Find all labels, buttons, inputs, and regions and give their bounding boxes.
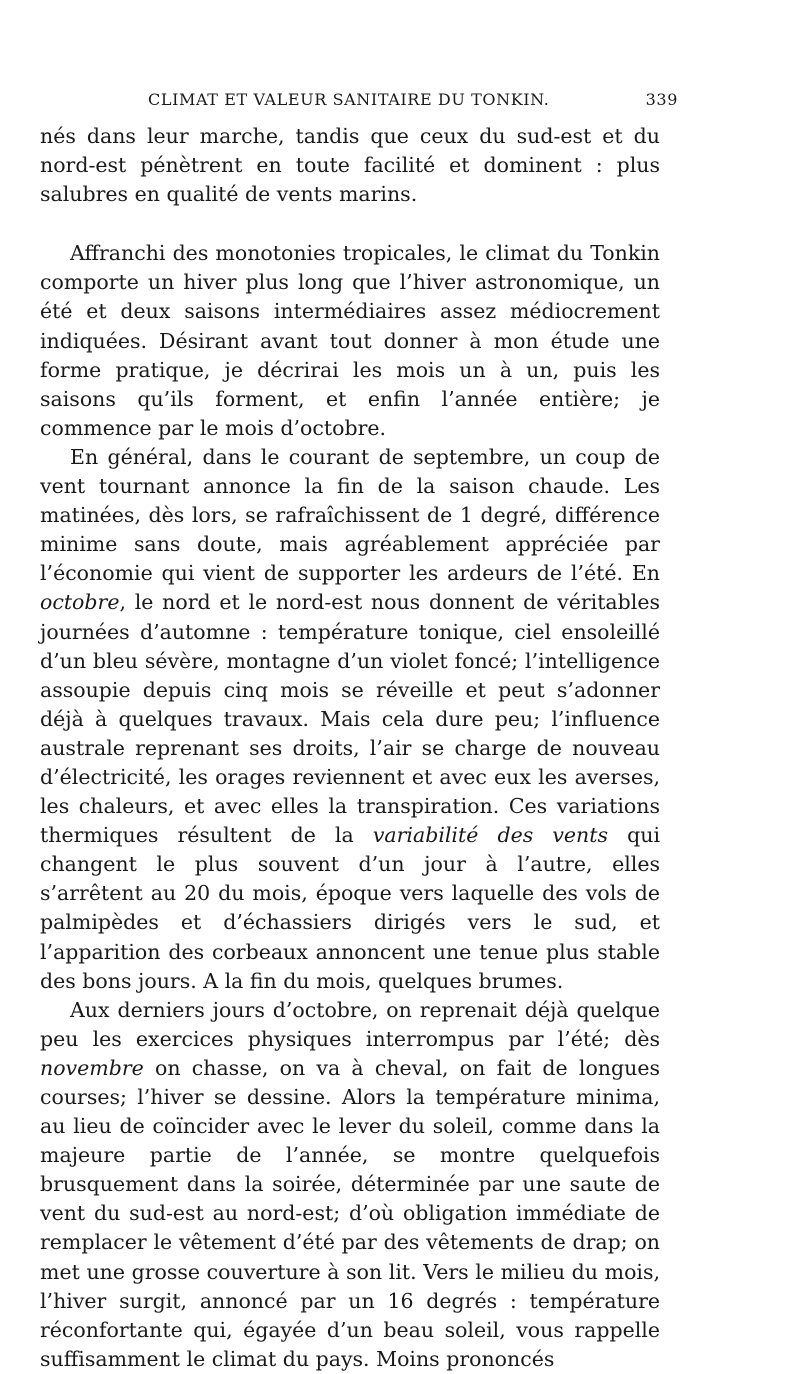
text-span: , le nord et le nord-est nous donnent de véritables journées d’automne : température tonique, ciel ensoleillé d’un bleu sévère, montagne d’un violet foncé; l’intelligence assoupie depuis cinq mois se réveille et peut s’adonner déjà à quelques travaux. Mais cela dure peu; l’influence australe reprenant ses droits, l’air se charge de nouveau d’électricité, les orages reviennent et avec eux les averses, les chaleurs, et avec elles la transpiration. Ces variations thermiques résultent de la (40, 590, 660, 848)
body-text (40, 122, 660, 1374)
italic-term: novembre (40, 1055, 144, 1080)
italic-term: octobre (40, 590, 120, 615)
text-span: nés dans leur marche, tandis que ceux du sud-est et du nord-est pénètrent en toute facilité et dominent : plus salubres en qualité de vents marins. (40, 124, 660, 207)
paragraph-october (40, 443, 660, 996)
text-span: Affranchi des monotonies tropicales, le climat du Tonkin comporte un hiver plus long que l’hiver astronomique, un été et deux saisons intermédiaires assez médiocrement indiquées. Désirant avant tout donner à mon étude une forme pratique, je décrirai les mois un à un, puis les saisons qu’ils forment, et enfin l’année entière; je commence par le mois d’octobre. (40, 241, 660, 440)
text-span: qui changent le plus souvent d’un jour à l’autre, elles s’arrêtent au 20 du mois, époque vers laquelle des vols de palmipèdes et d’échassiers dirigés vers le sud, et l’apparition des corbeaux annoncent une tenue plus stable des bons jours. A la fin du mois, quelques brumes. (40, 823, 660, 993)
text-span: En général, dans le courant de septembre, un coup de vent tournant annonce la fin de la saison chaude. Les matinées, dès lors, se rafraîchissent de 1 degré, différence minime sans doute, mais agréablement appréciée par l’économie qui vient de supporter les ardeurs de l’été. En (40, 444, 660, 586)
paragraph-climate-intro (40, 239, 660, 443)
paragraph-continuation (40, 122, 660, 209)
running-title: CLIMAT ET VALEUR SANITAIRE DU TONKIN. (148, 90, 550, 109)
running-head (148, 90, 678, 114)
text-span: Aux derniers jours d’octobre, on reprenait déjà quelque peu les exercices physiques interrompus par l’été; dès (40, 997, 660, 1051)
text-span: on chasse, on va à cheval, on fait de longues courses; l’hiver se dessine. Alors la température minima, au lieu de coïncider avec le lever du soleil, comme dans la majeure partie de l’année, se montre quelquefois brusquement dans la soirée, déterminée par une saute de vent du sud-est au nord-est; d’où obligation immédiate de remplacer le vêtement d’été par des vêtements de drap; on met une grosse couverture à son lit. Vers le milieu du mois, l’hiver surgit, annoncé par un 16 degrés : température réconfortante qui, égayée d’un beau soleil, vous rappelle suffisamment le climat du pays. Moins prononcés (40, 1055, 660, 1371)
italic-term: variabilité des vents (372, 823, 609, 848)
page-number: 339 (645, 90, 678, 109)
paragraph-november (40, 996, 660, 1374)
